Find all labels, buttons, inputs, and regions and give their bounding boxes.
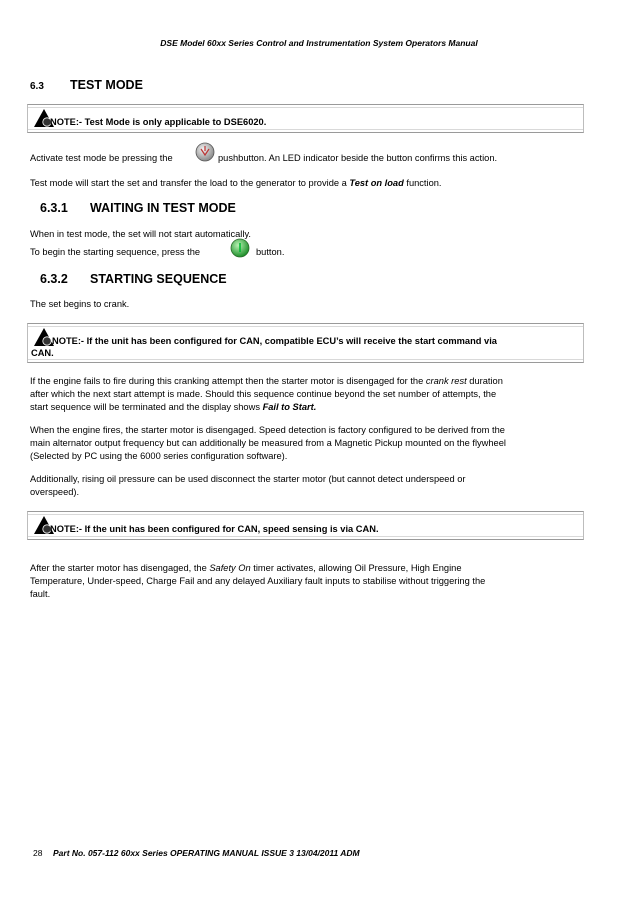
paragraph-begin-cont: button. [256, 247, 285, 257]
running-header: DSE Model 60xx Series Control and Instrumentation System Operators Manual [160, 38, 478, 48]
paragraph-text: function. [403, 178, 442, 188]
paragraph-line: Temperature, Under-speed, Charge Fail and any delayed Auxiliary fault inputs to stabilise without triggering the [30, 575, 486, 586]
test-mode-button-icon [195, 142, 215, 162]
paragraph-safety-on [30, 562, 590, 600]
paragraph-fail-to-fire [30, 375, 590, 413]
emphasis-text: Safety On [209, 563, 251, 573]
paragraph-line: (Selected by PC using the 6000 series configuration software). [30, 450, 288, 461]
paragraph-line: When the engine fires, the starter motor is disengaged. Speed detection is factory configured to be derived from the [30, 425, 505, 435]
emphasis-text: Test on load [349, 178, 404, 188]
paragraph-engine-fires [30, 424, 590, 462]
footer-text: Part No. 057-112 60xx Series OPERATING MANUAL ISSUE 3 13/04/2011 ADM [53, 848, 360, 858]
subsection-heading [40, 272, 227, 286]
emphasis-text: crank rest [425, 376, 467, 386]
paragraph-text: start sequence will be terminated and the display shows [30, 401, 263, 412]
subsection-number: 6.3.2 [40, 272, 68, 286]
note-text: CAN. [31, 348, 54, 358]
paragraph-line: fault. [30, 588, 51, 599]
paragraph-oil-pressure [30, 473, 590, 499]
note-box-can-start [27, 323, 584, 363]
start-button-icon [230, 238, 250, 258]
paragraph-text: After the starter motor has disengaged, the [30, 563, 210, 573]
paragraph-line: after which the next start attempt is made. Should this sequence continue beyond the set number of attempts, the [30, 388, 497, 399]
paragraph-text: Activate test mode be pressing the [30, 153, 173, 163]
paragraph-text: If the engine fails to fire during this cranking attempt then the starter motor is disengaged for the [30, 376, 426, 386]
note-text: NOTE:- Test Mode is only applicable to DSE6020. [50, 117, 267, 127]
paragraph-line: overspeed). [30, 486, 80, 497]
paragraph-line: main alternator output frequency but can additionally be measured from a Magnetic Pickup mounted on the flywheel [30, 437, 506, 448]
paragraph-waiting: When in test mode, the set will not start automatically. [30, 229, 251, 239]
note-box-can-speed [27, 511, 584, 540]
note-text: NOTE:- If the unit has been configured for CAN, compatible ECU’s will receive the start command via [52, 336, 497, 346]
note-box-test-mode [27, 104, 584, 133]
paragraph-activate-cont [218, 152, 598, 165]
subsection-heading [40, 201, 236, 215]
subsection-title: WAITING IN TEST MODE [90, 201, 236, 215]
section-heading [30, 78, 143, 92]
section-number: 6.3 [30, 81, 44, 92]
paragraph-line: Additionally, rising oil pressure can be used disconnect the starter motor (but cannot detect underspeed or [30, 474, 466, 484]
note-text: NOTE:- If the unit has been configured for CAN, speed sensing is via CAN. [50, 524, 379, 534]
subsection-number: 6.3.1 [40, 201, 68, 215]
subsection-title: STARTING SEQUENCE [90, 272, 227, 286]
paragraph-text: Test mode will start the set and transfer the load to the generator to provide a [30, 178, 350, 188]
emphasis-text: Fail to Start. [262, 401, 317, 412]
paragraph-text: timer activates, allowing Oil Pressure, High Engine [250, 563, 462, 573]
paragraph-text: To begin the starting sequence, press the [30, 247, 201, 257]
page-number: 28 [33, 848, 43, 858]
paragraph-text: pushbutton. An LED indicator beside the button confirms this action. [218, 153, 498, 163]
paragraph-text: duration [466, 376, 503, 386]
section-title: TEST MODE [70, 78, 143, 92]
paragraph-crank: The set begins to crank. [30, 299, 130, 309]
page-footer [33, 848, 360, 858]
paragraph-test-on-load [30, 177, 590, 190]
